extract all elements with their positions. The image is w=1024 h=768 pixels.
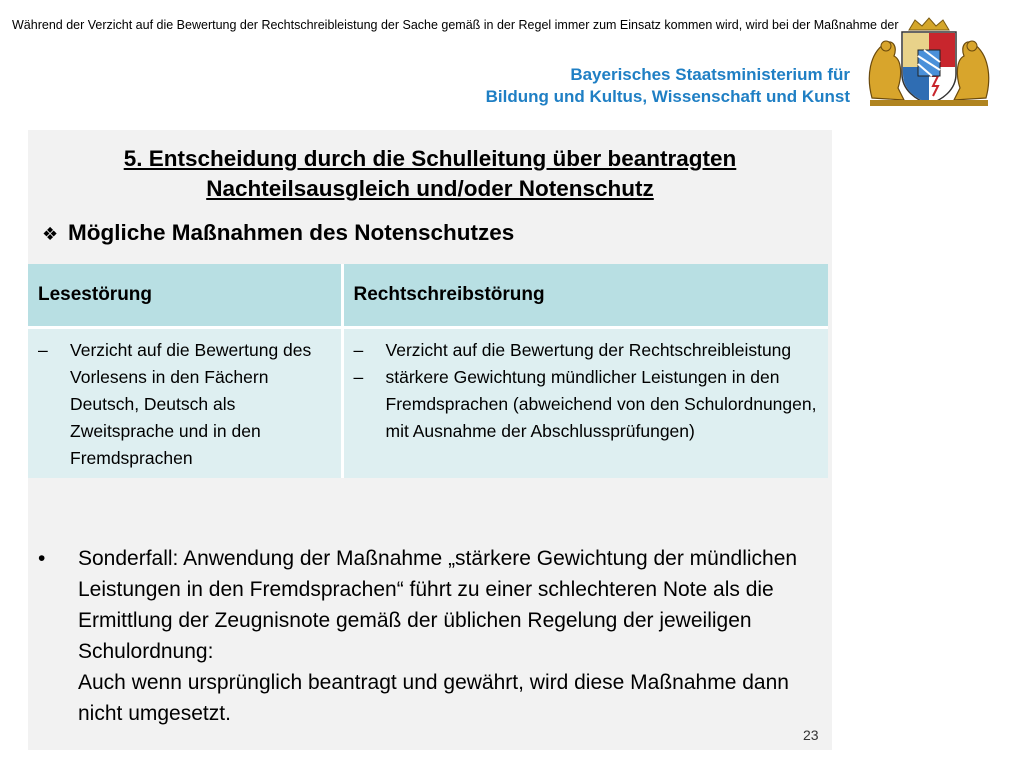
table-cell-lesestoerung [28,328,342,479]
list-item-text: Verzicht auf die Bewertung des Vorlesens in den Fächern Deutsch, Deutsch als Zweitsprache und in den Fremdsprachen [70,340,312,468]
slide-title-line-2: Nachteilsausgleich und/oder Notenschutz [206,176,654,201]
col-header-rechtschreibstoerung: Rechtschreibstörung [342,264,828,328]
list-item [352,364,821,445]
special-case-conclusion: Auch wenn ursprünglich beantragt und gewährt, wird diese Maßnahme dann nicht umgesetzt. [78,671,789,725]
ministry-name [486,64,850,108]
list-item [352,337,821,364]
bullet-dot-icon: • [38,547,46,570]
table-cell-rechtschreibstoerung [342,328,828,479]
measures-table [28,264,828,478]
dash-bullet-icon: – [353,340,364,360]
slide-title-line-1: 5. Entscheidung durch die Schulleitung über beantragten [123,146,737,171]
ministry-line-2: Bildung und Kultus, Wissenschaft und Kunst [485,87,850,106]
ministry-line-1: Bayerisches Staatsministerium für [570,65,850,84]
list-item [36,337,333,472]
top-caption: Während der Verzicht auf die Bewertung der Rechtschreibleistung der Sache gemäß in der Regel immer zum Einsatz kommen wird, wird bei der Maßnahme der [12,18,899,32]
special-case-text: Sonderfall: Anwendung der Maßnahme „stärkere Gewichtung der mündlichen Leistungen in den Fremdsprachen“ führt zu einer schlechteren Note als die Ermittlung der Zeugnisnote gemäß der üblichen Regelung der jeweiligen Schulordnung: [78,547,798,663]
list-item-text: stärkere Gewichtung mündlicher Leistungen in den Fremdsprachen (abweichend von den Schulordnungen, mit Ausnahme der Abschlussprüfungen) [385,367,817,441]
col-header-lesestoerung: Lesestörung [28,264,342,328]
table-row [28,328,828,479]
bavarian-coat-of-arms-icon [862,16,996,108]
page-number: 23 [803,727,819,743]
slide-title [28,144,832,204]
dash-bullet-icon: – [353,367,364,387]
subtitle-text: Mögliche Maßnahmen des Notenschutzes [68,220,515,245]
list-item-text: Verzicht auf die Bewertung der Rechtschreibleistung [385,340,792,360]
special-case-note [38,543,828,729]
dash-bullet-icon: – [38,340,48,360]
slide-subtitle [42,218,514,249]
diamond-bullet-icon: ❖ [42,224,59,244]
